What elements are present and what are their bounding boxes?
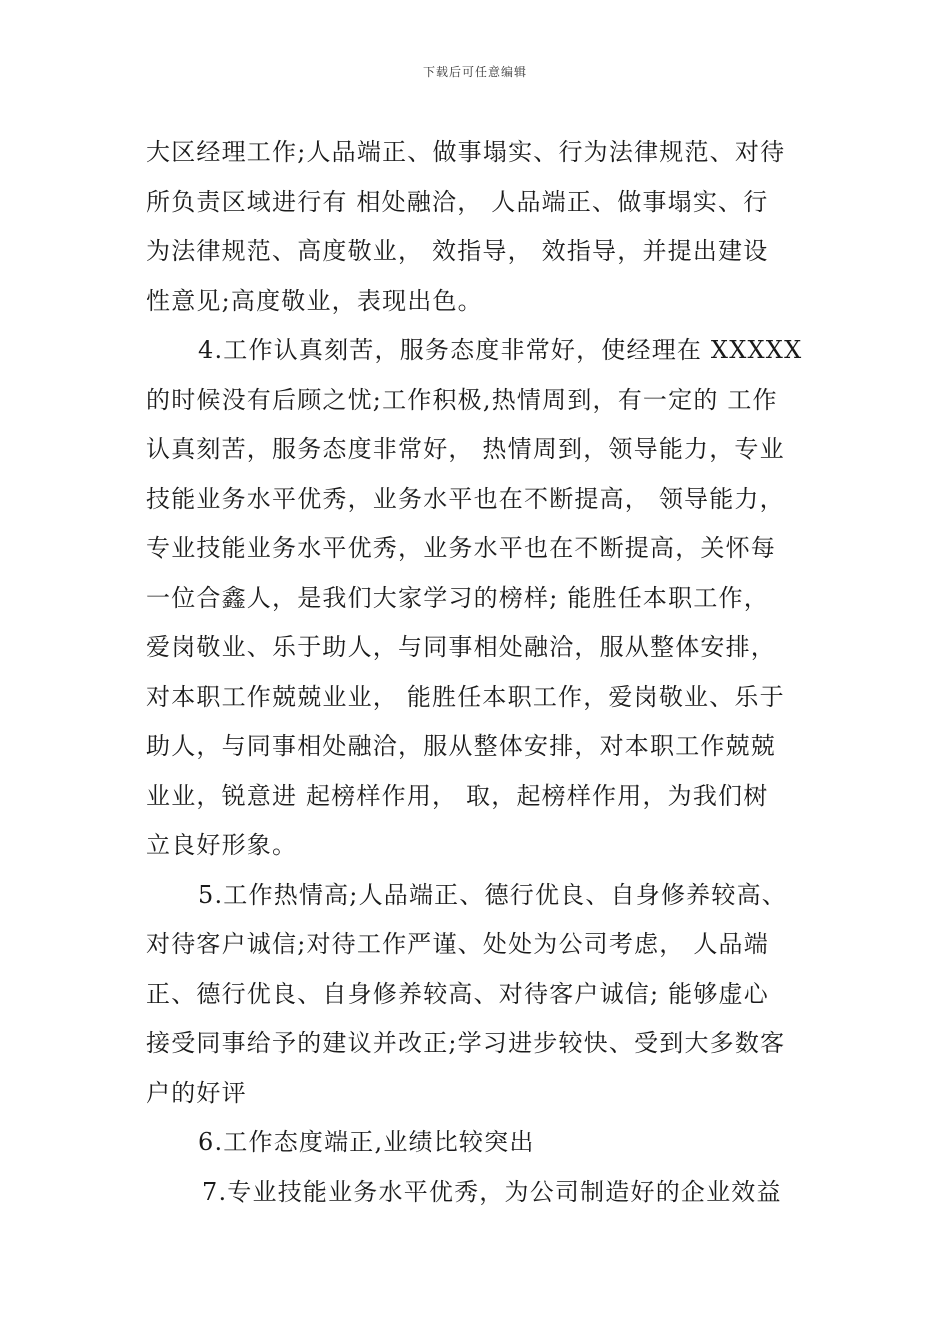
text-line: 爱岗敬业、乐于助人，与同事相处融洽，服从整体安排， bbox=[146, 633, 776, 661]
text-line: 对本职工作兢兢业业， 能胜任本职工作，爱岗敬业、乐于 bbox=[146, 682, 785, 711]
text-line: 助人，与同事相处融洽，服从整体安排，对本职工作兢兢 bbox=[146, 732, 776, 760]
paragraph-6: 6.工作态度端正,业绩比较突出 bbox=[198, 1128, 535, 1156]
text-line: 户的好评 bbox=[146, 1078, 247, 1107]
text-line: 为法律规范、高度敬业， 效指导， 效指导，并提出建设 bbox=[146, 237, 769, 265]
text-line: 认真刻苦，服务态度非常好， 热情周到，领导能力，专业 bbox=[146, 435, 785, 463]
text-line: 所负责区域进行有 相处融洽， 人品端正、做事塌实、行 bbox=[146, 187, 769, 216]
text-line: 大区经理工作;人品端正、做事塌实、行为法律规范、对待 bbox=[146, 138, 786, 166]
text-line: 业业，锐意进 起榜样作用， 取，起榜样作用，为我们树 bbox=[146, 781, 769, 810]
text-line: 立良好形象。 bbox=[146, 831, 298, 859]
paragraph-4-start: 4.工作认真刻苦，服务态度非常好，使经理在 XXXXX bbox=[198, 336, 803, 364]
text-line: 技能业务水平优秀，业务水平也在不断提高， 领导能力， bbox=[146, 484, 785, 513]
page-header: 下载后可任意编辑 bbox=[422, 65, 527, 79]
text-line: 性意见;高度敬业，表现出色。 bbox=[146, 286, 483, 315]
text-line: 接受同事给予的建议并改正;学习进步较快、受到大多数客 bbox=[146, 1029, 786, 1057]
paragraph-5-start: 5.工作热情高;人品端正、德行优良、自身修养较高、 bbox=[198, 880, 787, 909]
text-line: 正、德行优良、自身修养较高、对待客户诚信; 能够虚心 bbox=[146, 979, 769, 1008]
text-line: 一位合鑫人，是我们大家学习的榜样; 能胜任本职工作， bbox=[146, 583, 769, 612]
document-body bbox=[146, 128, 810, 1217]
text-line: 对待客户诚信;对待工作严谨、处处为公司考虑， 人品端 bbox=[146, 930, 769, 958]
text-line: 的时候没有后顾之忧;工作积极,热情周到，有一定的 工作 bbox=[146, 385, 778, 414]
text-line: 专业技能业务水平优秀，业务水平也在不断提高，关怀每 bbox=[146, 534, 776, 562]
paragraph-7: 7.专业技能业务水平优秀，为公司制造好的企业效益 bbox=[202, 1177, 782, 1206]
